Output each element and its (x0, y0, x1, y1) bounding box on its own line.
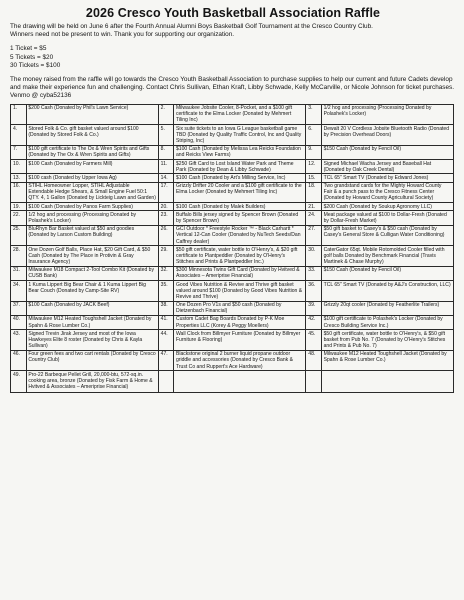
prize-number: 13. (11, 174, 27, 182)
prize-description: Signed Michael Wacha Jersey and Baseball Hat (Donated by Oak Creek Dental) (322, 159, 454, 173)
table-row (11, 350, 454, 370)
prize-number: 35. (158, 281, 174, 301)
prize-number: 36. (306, 281, 322, 301)
purpose-text: The money raised from the raffle will go towards the Cresco Youth Basketball Association to purchase supplies to help our current and future Cadets develop and make their experience fun and challenging. Contact Chris Sullivan, Ethan Kraft, Libby Schwade, Kelly McCarville, or Nicole Johnson for ticket purchases. Venmo @ cyba52136 (10, 76, 455, 100)
price-5-tickets: 5 Tickets = $20 (10, 53, 54, 61)
prize-number (306, 371, 322, 393)
prize-description: $100 Cash (Donated by Malek Builders) (174, 203, 306, 211)
table-row (11, 159, 454, 173)
prize-description: Pro-22 Barbeque Pellet Grill, 20,000-btu, 572-sq.in. cooking area, bronze (Donated by Fisk Farm & Home & Hvitved & Associates – Ameriprise Financial) (26, 371, 158, 393)
prize-description: GCI Outdoor * Freestyle Rocker ™ - Black Carhartt * Vertical 12-Can Cooler (Donated by NuTech Seeds/Dan Caffrey dealer) (174, 225, 306, 245)
prize-number: 39. (306, 301, 322, 315)
prize-number: 32. (158, 266, 174, 280)
prize-number: 20. (158, 203, 174, 211)
prize-description: Milwaukee M18 Compact 2-Tool Combo Kit (Donated by CUSB Bank) (26, 266, 158, 280)
prize-number: 28. (11, 246, 27, 266)
prize-number: 11. (158, 159, 174, 173)
prize-number: 18. (306, 182, 322, 202)
prize-description: 1 Kuma Lippert Big Bear Chair & 1 Kuma Lippert Big Bear Couch (Donated by Camp-Site RV) (26, 281, 158, 301)
prize-table (10, 104, 454, 394)
prize-description: Milwaukee Jobsite Cooler, 8-Pocket, and a $100 gift certificate to the Elma Locker (Donated by Mehmert Tiling Inc) (174, 104, 306, 124)
prize-description: $150 Cash (Donated by Fencil Oil) (322, 145, 454, 159)
prize-description: $100 Cash (Donated by Melissa Lea Reicks Foundation and Reicks View Farms) (174, 145, 306, 159)
prize-description: $300 Minnesota Twins Gift Card (Donated by Hvitved & Associates – Ameriprise Financial) (174, 266, 306, 280)
prize-number: 7. (11, 145, 27, 159)
table-row (11, 246, 454, 266)
prize-description: $150 Cash (Donated by Fencil Oil) (322, 266, 454, 280)
prize-number: 44. (158, 330, 174, 350)
prize-description: One Dozen Golf Balls, Place Hat, $20 Gift Card, & $50 Cash (Donated by The Place in Protivin & Gray Insurance Agency) (26, 246, 158, 266)
prize-number: 2. (158, 104, 174, 124)
prize-description: $200 Cash (Donated by Soukup Agronomy LLC) (322, 203, 454, 211)
prize-description: $100 Cash (Donated by JACK Beef) (26, 301, 158, 315)
prize-number: 38. (158, 301, 174, 315)
prize-description: Blackstone original 2 burner liquid propane outdoor griddle and accessories (Donated by Cresco Bank & Trust Co and Ruppert's Ace Hardware) (174, 350, 306, 370)
prize-number: 12. (306, 159, 322, 173)
prize-description: STIHL Homeowner Lopper, STIHL Adjustable Extendable Hedge Shears, & Small Engine Fuel 50:1 QTY. 4, 1 Gallon (Donated by Lickteig Lawn and Garden) (26, 182, 158, 202)
prize-number: 26. (158, 225, 174, 245)
prize-description: Wall Clock from Billmyer Furniture (Donated by Billmyer Furniture & Flooring) (174, 330, 306, 350)
prize-description: $100 Cash (Donated by Farmers Mill) (26, 159, 158, 173)
prize-number: 1. (11, 104, 27, 124)
prize-description: Milwaukee M12 Heated Toughshell Jacket (Donated by Spahn & Rose Lumber Co.) (26, 315, 158, 329)
prize-number: 25. (11, 225, 27, 245)
table-row (11, 266, 454, 280)
table-row (11, 225, 454, 245)
prize-number: 10. (11, 159, 27, 173)
prize-description: Six suite tickets to an Iowa G League basketball game TBD (Donated by Quality Traffic Control, Inc and Quality Striping, Inc) (174, 125, 306, 145)
prize-description: Good Vibes Nutrition & Revive and Thrive gift basket valued around $100 (Donated by Good Vibes Nutrition & Revive and Thrive) (174, 281, 306, 301)
prize-description: $200 Cash (Donated by Phil's Lawn Service) (26, 104, 158, 124)
table-row (11, 301, 454, 315)
prize-description: TCL 65" Smart TV (Donated by Edward Jones) (322, 174, 454, 182)
prize-number: 43. (11, 330, 27, 350)
prize-description: Two grandstand cards for the Mighty Howard County Fair & a punch pass to the Cresco Fitness Center (Donated by Howard County Agricultural Society) (322, 182, 454, 202)
prize-number: 29. (158, 246, 174, 266)
prize-description: 1/2 hog and processing (Processing Donated by Polashek's Locker) (322, 104, 454, 124)
prize-description: Stored Folk & Co. gift basket valued around $100 (Donated by Stored Folk & Co.) (26, 125, 158, 145)
table-row (11, 371, 454, 393)
table-row (11, 182, 454, 202)
prize-number: 19. (11, 203, 27, 211)
prize-number: 21. (306, 203, 322, 211)
prize-description: $250 Gift Card to Lost Island Water Park and Theme Park (Donated by Dean & Libby Schwade) (174, 159, 306, 173)
prize-description: $100 Cash (Donated by Art's Milling Service, Inc) (174, 174, 306, 182)
page-title: 2026 Cresco Youth Basketball Association Raffle (85, 6, 381, 20)
prize-description (174, 371, 306, 393)
prize-number: 16. (11, 182, 27, 202)
table-row (11, 330, 454, 350)
prize-number: 17. (158, 182, 174, 202)
table-row (11, 315, 454, 329)
table-row (11, 203, 454, 211)
prize-number: 40. (11, 315, 27, 329)
prize-description: Buffalo Bills jersey signed by Spencer Brown (Donated by Spencer Brown) (174, 211, 306, 225)
prize-number: 15. (306, 174, 322, 182)
prize-number: 4. (11, 125, 27, 145)
prize-description: Grizzly 20qt cooler (Donated by Featherlite Trailers) (322, 301, 454, 315)
prize-description: TCL 65" Smart TV (Donated by A&J's Construction, LLC) (322, 281, 454, 301)
prize-description: Custom Cadet Bag Boards Donated by P-K Moe Properties LLC (Korey & Peggy Moellers) (174, 315, 306, 329)
price-1-ticket: 1 Ticket = $5 (10, 45, 47, 53)
prize-number: 48. (306, 350, 322, 370)
prize-description: Milwaukee M12 Heated Toughshell Jacket (Donated by Spahn & Rose Lumber Co.) (322, 350, 454, 370)
prize-description: $50 gift basket to Casey's & $50 cash (Donated by Casey's General Store & Culligan Water Conditioning) (322, 225, 454, 245)
table-row (11, 104, 454, 124)
prize-number: 6. (306, 125, 322, 145)
price-30-tickets: 30 Tickets = $100 (10, 61, 61, 69)
table-row (11, 174, 454, 182)
prize-description: Signed Trevin Jirak Jersey and most of the Iowa Hawkeyes Elite 8 roster (Donated by Chris & Kayla Sullivan) (26, 330, 158, 350)
prize-description: CaterGator 65qt. Mobile Rotomolded Cooler filled with golf balls Donated by Benchmark Financial (Travis Martinek & Chase Murphy) (322, 246, 454, 266)
prize-description: $100 Cash (Donated by Panos Farm Supplies) (26, 203, 158, 211)
prize-description: $100 gift certificate to The Ox & Wren Spirits and Gifts (Donated by The Ox & Wren Spirits and Gifts) (26, 145, 158, 159)
prize-description: $100 cash (Donated by Upper Iowa Ag) (26, 174, 158, 182)
prize-number: 49. (11, 371, 27, 393)
prize-description (322, 371, 454, 393)
prize-number: 33. (306, 266, 322, 280)
prize-number: 8. (158, 145, 174, 159)
intro-line-1: The drawing will be held on June 6 after the Fourth Annual Alumni Boys Basketball Golf Tournament at the Cresco Country Club. (10, 23, 373, 30)
prize-number: 23. (158, 211, 174, 225)
prize-number: 34. (11, 281, 27, 301)
prize-number: 30. (306, 246, 322, 266)
prize-number: 45. (306, 330, 322, 350)
prize-description: BluRhyn Bar Basket valued at $50 and goodies (Donated by Larson Custom Building) (26, 225, 158, 245)
prize-number: 5. (158, 125, 174, 145)
table-row (11, 281, 454, 301)
prize-number: 47. (158, 350, 174, 370)
prize-number: 22. (11, 211, 27, 225)
prize-number: 24. (306, 211, 322, 225)
prize-number: 3. (306, 104, 322, 124)
prize-number: 41. (158, 315, 174, 329)
intro-text (10, 23, 456, 39)
prize-number: 9. (306, 145, 322, 159)
table-row (11, 211, 454, 225)
prize-description: 1/2 hog and processing (Processing Donated by Polashek's Locker) (26, 211, 158, 225)
intro-line-2: Winners need not be present to win. Thank you for supporting our organization. (10, 31, 235, 39)
prize-number: 42. (306, 315, 322, 329)
prize-description: Dewalt 20 V Cordless Jobsite Bluetooth Radio (Donated by Precision Overhead Doors) (322, 125, 454, 145)
prize-number: 31. (11, 266, 27, 280)
table-row (11, 125, 454, 145)
prize-description: Four green fees and two cart rentals (Donated by Cresco Country Club) (26, 350, 158, 370)
prize-number: 46. (11, 350, 27, 370)
prize-number: 27. (306, 225, 322, 245)
prize-description: Meat package valued at $100 to Dollar-Fresh (Donated by Dollar-Fresh Market) (322, 211, 454, 225)
prize-description: Grizzly Drifter 20 Cooler and a $100 gift certificate to the Elma Locker (Donated by Mehmert Tiling Inc) (174, 182, 306, 202)
prize-description: $50 gift certificate, water bottle to O'Henry's, & $20 gift certificate to Plantpeddler (Donated by O'Henry's Stitches and Prints & Plantpeddler Inc.) (174, 246, 306, 266)
prize-description: One Dozen Pro V1s and $50 cash (Donated by Dietzenbach Financial) (174, 301, 306, 315)
ticket-prices (10, 45, 456, 70)
prize-number: 14. (158, 174, 174, 182)
prize-description: $100 gift certificate to Polashek's Locker (Donated by Cresco Building Service Inc.) (322, 315, 454, 329)
prize-description: $50 gift certificate, water bottle to O'Henry's, & $50 gift basket from Pub No. 7 (Donated by O'Henry's Stitches and Prints & Pub No. 7) (322, 330, 454, 350)
prize-number (158, 371, 174, 393)
prize-number: 37. (11, 301, 27, 315)
table-row (11, 145, 454, 159)
